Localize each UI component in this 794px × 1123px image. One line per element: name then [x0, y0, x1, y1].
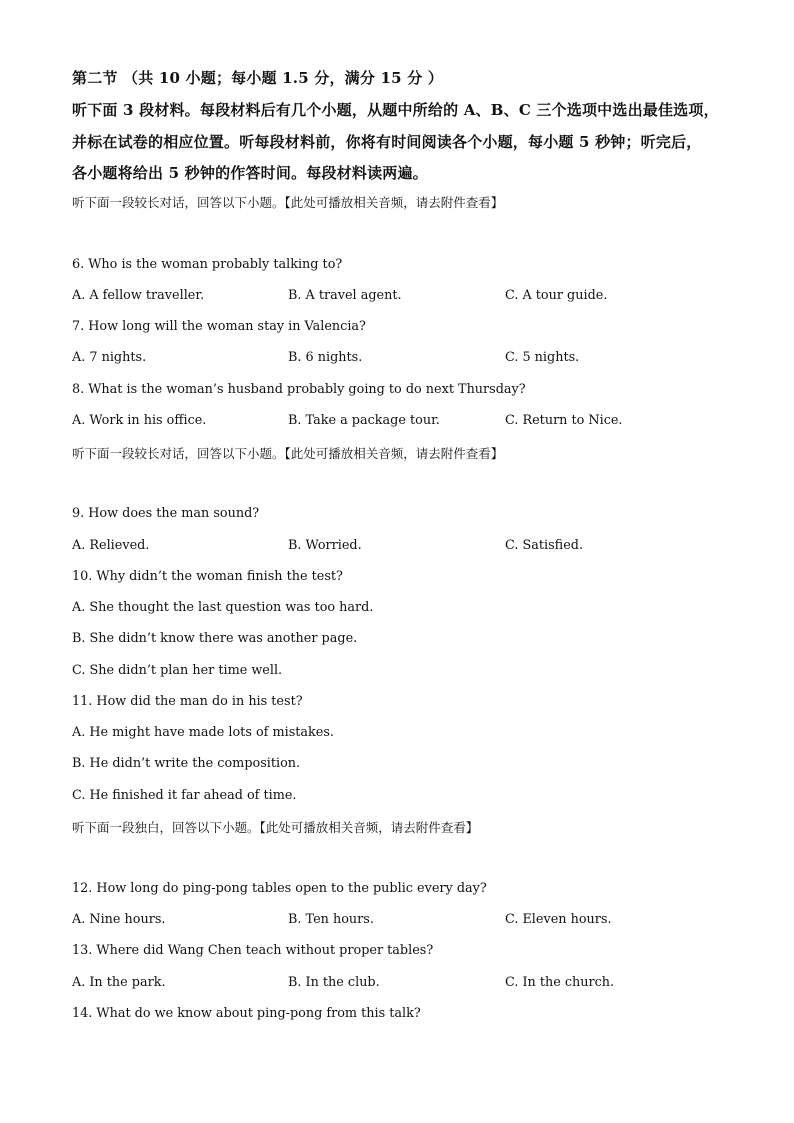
option-a: A. A fellow traveller. [72, 288, 205, 303]
option-b: B. Worried. [288, 538, 362, 553]
option-c: C. He finished it far ahead of time. [72, 788, 297, 803]
question-stem: 12. How long do ping-pong tables open to the public every day? [72, 881, 487, 896]
section-title: 第二节 （共 10 小题；每小题 1.5 分，满分 15 分 ） [72, 69, 444, 87]
question-stem: 7. How long will the woman stay in Valencia? [72, 319, 366, 334]
question-stem: 6. Who is the woman probably talking to? [72, 257, 343, 272]
option-b: B. Ten hours. [288, 912, 374, 927]
option-b: B. Take a package tour. [288, 413, 440, 428]
option-a: A. 7 nights. [72, 350, 147, 365]
option-b: B. In the club. [288, 975, 380, 990]
option-a: A. Work in his office. [72, 413, 207, 428]
question-stem: 13. Where did Wang Chen teach without proper tables? [72, 943, 434, 958]
option-a: A. He might have made lots of mistakes. [72, 725, 334, 740]
audio-note: 听下面一段较长对话，回答以下小题。【此处可播放相关音频，请去附件查看】 [72, 446, 504, 461]
instruction-line-2: 并标在试卷的相应位置。听每段材料前，你将有时间阅读各个小题，每小题 5 秒钟；听完后， [72, 133, 702, 151]
option-c: C. Eleven hours. [505, 912, 612, 927]
option-c: C. In the church. [505, 975, 615, 990]
option-b: B. 6 nights. [288, 350, 363, 365]
question-stem: 11. How did the man do in his test? [72, 694, 303, 709]
option-a: A. Relieved. [72, 538, 150, 553]
option-c: C. Return to Nice. [505, 413, 623, 428]
question-stem: 9. How does the man sound? [72, 506, 260, 521]
audio-note: 听下面一段独白，回答以下小题。【此处可播放相关音频，请去附件查看】 [72, 820, 479, 835]
question-stem: 14. What do we know about ping-pong from this talk? [72, 1006, 421, 1021]
option-a: A. Nine hours. [72, 912, 166, 927]
question-stem: 10. Why didn’t the woman finish the test? [72, 569, 343, 584]
option-c: C. She didn’t plan her time well. [72, 663, 283, 678]
option-c: C. A tour guide. [505, 288, 608, 303]
option-c: C. 5 nights. [505, 350, 580, 365]
option-b: B. He didn’t write the composition. [72, 756, 301, 771]
option-b: B. She didn’t know there was another page. [72, 631, 358, 646]
instruction-line-1: 听下面 3 段材料。每段材料后有几个小题，从题中所给的 A、B、C 三个选项中选出最佳选项， [72, 101, 719, 119]
audio-note: 听下面一段较长对话，回答以下小题。【此处可播放相关音频，请去附件查看】 [72, 195, 504, 210]
option-c: C. Satisfied. [505, 538, 584, 553]
instruction-line-3: 各小题将给出 5 秒钟的作答时间。每段材料读两遍。 [72, 164, 428, 182]
option-b: B. A travel agent. [288, 288, 402, 303]
option-a: A. In the park. [72, 975, 166, 990]
option-a: A. She thought the last question was too hard. [72, 600, 374, 615]
question-stem: 8. What is the woman’s husband probably going to do next Thursday? [72, 382, 526, 397]
